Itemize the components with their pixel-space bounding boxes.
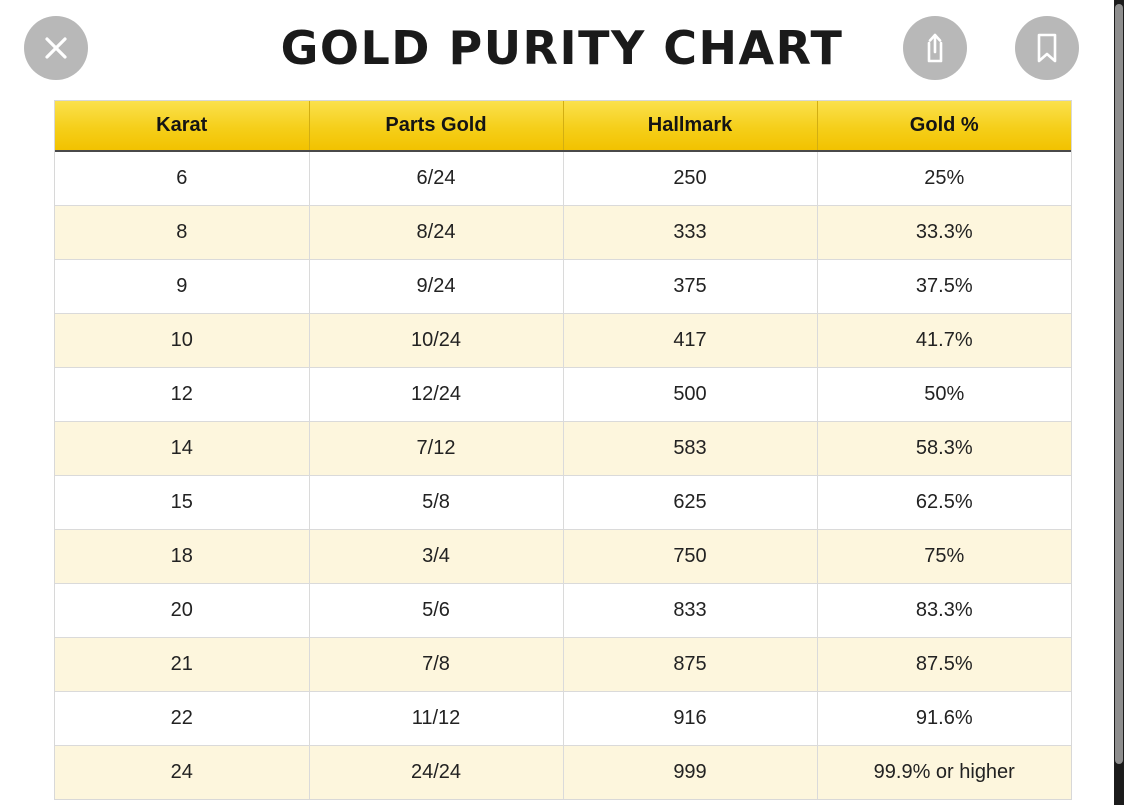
- cell-karat: 21: [55, 638, 309, 692]
- page-title: GOLD PURITY CHART: [280, 21, 844, 75]
- cell-parts-gold: 11/12: [309, 692, 563, 746]
- cell-gold-percent: 99.9% or higher: [817, 746, 1071, 800]
- cell-hallmark: 333: [563, 206, 817, 260]
- cell-gold-percent: 83.3%: [817, 584, 1071, 638]
- cell-gold-percent: 41.7%: [817, 314, 1071, 368]
- column-header-hallmark: Hallmark: [563, 101, 817, 151]
- vertical-scrollbar[interactable]: [1114, 0, 1124, 805]
- cell-karat: 12: [55, 368, 309, 422]
- cell-gold-percent: 58.3%: [817, 422, 1071, 476]
- cell-parts-gold: 8/24: [309, 206, 563, 260]
- cell-gold-percent: 87.5%: [817, 638, 1071, 692]
- table-row: [55, 368, 1071, 422]
- cell-gold-percent: 75%: [817, 530, 1071, 584]
- cell-karat: 6: [55, 151, 309, 206]
- gold-purity-table-container: [55, 101, 1071, 799]
- column-header-karat: Karat: [55, 101, 309, 151]
- table-row: [55, 314, 1071, 368]
- cell-gold-percent: 33.3%: [817, 206, 1071, 260]
- close-button[interactable]: [24, 16, 88, 80]
- bookmark-icon: [1034, 32, 1060, 64]
- cell-hallmark: 750: [563, 530, 817, 584]
- close-icon: [41, 33, 71, 63]
- cell-hallmark: 583: [563, 422, 817, 476]
- column-header-gold-percent: Gold %: [817, 101, 1071, 151]
- cell-karat: 20: [55, 584, 309, 638]
- scrollbar-thumb[interactable]: [1115, 4, 1123, 764]
- table-row: [55, 151, 1071, 206]
- cell-gold-percent: 91.6%: [817, 692, 1071, 746]
- cell-parts-gold: 10/24: [309, 314, 563, 368]
- cell-karat: 14: [55, 422, 309, 476]
- cell-karat: 10: [55, 314, 309, 368]
- cell-gold-percent: 37.5%: [817, 260, 1071, 314]
- table-row: [55, 422, 1071, 476]
- table-row: [55, 530, 1071, 584]
- table-row: [55, 692, 1071, 746]
- cell-hallmark: 375: [563, 260, 817, 314]
- cell-parts-gold: 5/8: [309, 476, 563, 530]
- cell-karat: 15: [55, 476, 309, 530]
- table-row: [55, 638, 1071, 692]
- cell-hallmark: 625: [563, 476, 817, 530]
- table-row: [55, 476, 1071, 530]
- table-header-row: [55, 101, 1071, 151]
- cell-hallmark: 500: [563, 368, 817, 422]
- cell-karat: 24: [55, 746, 309, 800]
- cell-hallmark: 999: [563, 746, 817, 800]
- cell-gold-percent: 50%: [817, 368, 1071, 422]
- cell-karat: 8: [55, 206, 309, 260]
- share-icon: [920, 31, 950, 65]
- cell-parts-gold: 6/24: [309, 151, 563, 206]
- cell-parts-gold: 9/24: [309, 260, 563, 314]
- table-row: [55, 206, 1071, 260]
- cell-karat: 22: [55, 692, 309, 746]
- cell-hallmark: 916: [563, 692, 817, 746]
- cell-hallmark: 833: [563, 584, 817, 638]
- gold-purity-table: [55, 101, 1071, 799]
- table-row: [55, 584, 1071, 638]
- cell-karat: 9: [55, 260, 309, 314]
- cell-karat: 18: [55, 530, 309, 584]
- table-row: [55, 746, 1071, 800]
- cell-hallmark: 875: [563, 638, 817, 692]
- cell-parts-gold: 7/12: [309, 422, 563, 476]
- cell-gold-percent: 25%: [817, 151, 1071, 206]
- cell-parts-gold: 3/4: [309, 530, 563, 584]
- cell-parts-gold: 24/24: [309, 746, 563, 800]
- cell-hallmark: 417: [563, 314, 817, 368]
- cell-parts-gold: 7/8: [309, 638, 563, 692]
- cell-hallmark: 250: [563, 151, 817, 206]
- cell-parts-gold: 5/6: [309, 584, 563, 638]
- share-button[interactable]: [903, 16, 967, 80]
- cell-gold-percent: 62.5%: [817, 476, 1071, 530]
- column-header-parts-gold: Parts Gold: [309, 101, 563, 151]
- table-row: [55, 260, 1071, 314]
- viewer-toolbar: [0, 0, 1124, 100]
- bookmark-button[interactable]: [1015, 16, 1079, 80]
- cell-parts-gold: 12/24: [309, 368, 563, 422]
